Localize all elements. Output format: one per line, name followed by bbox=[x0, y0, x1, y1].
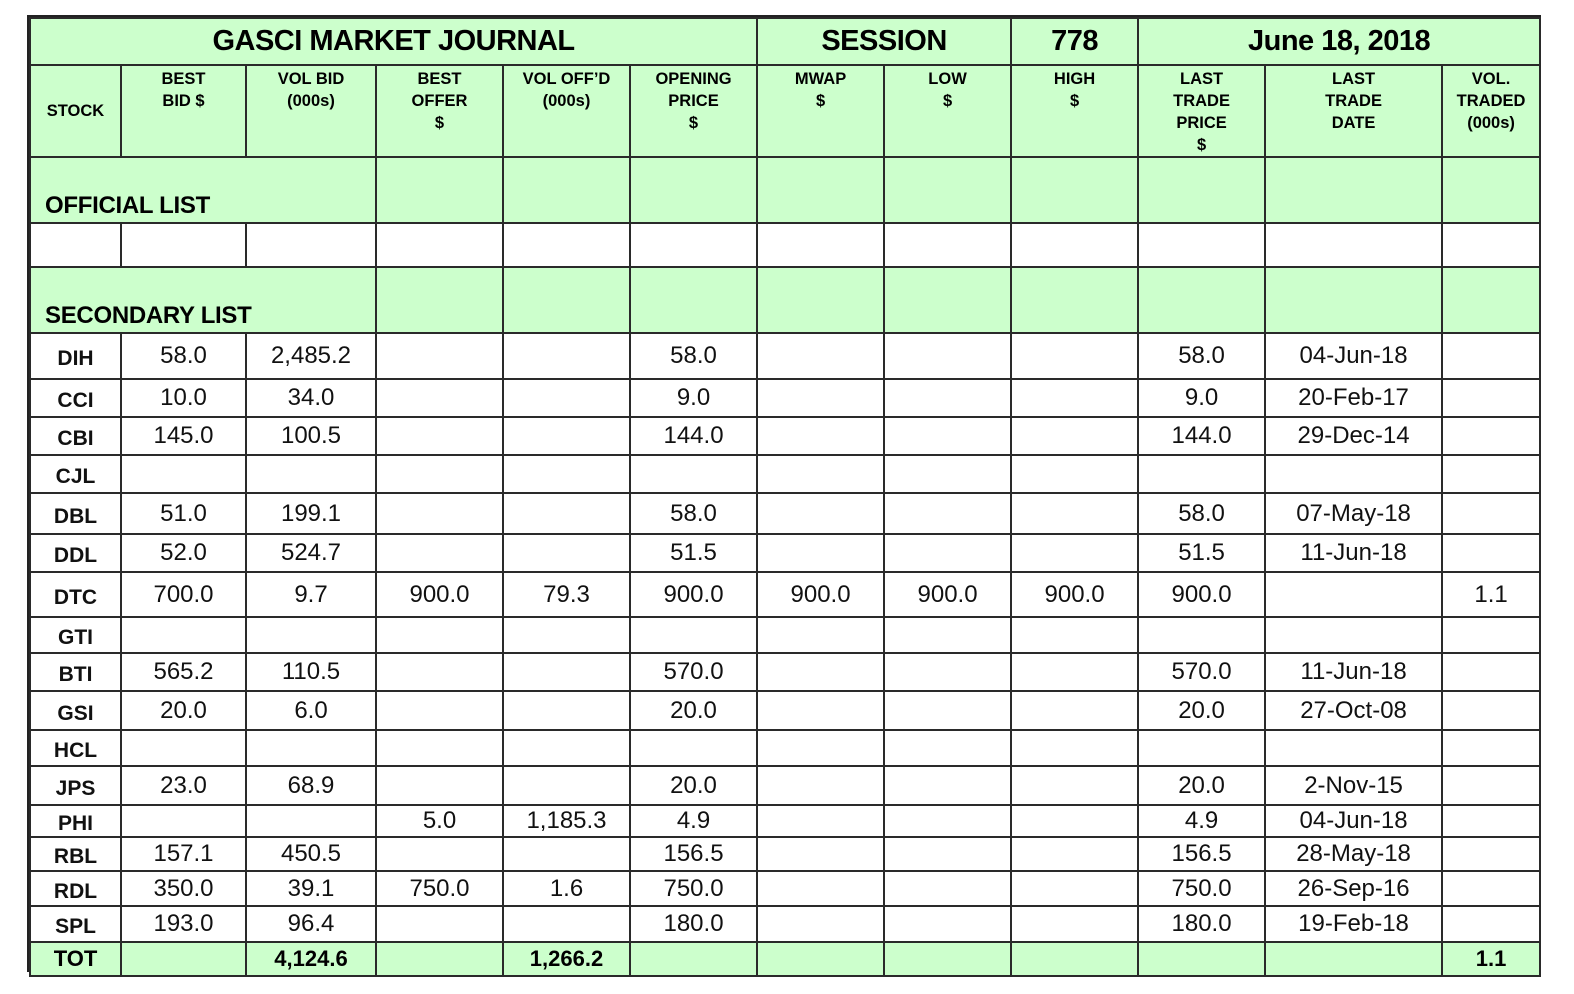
cell-vol-traded bbox=[1442, 871, 1540, 906]
cell-vol-offd bbox=[503, 730, 630, 766]
stock-ticker: CCI bbox=[30, 379, 121, 417]
cell-high bbox=[1011, 333, 1138, 379]
cell-vol-offd: 1.6 bbox=[503, 871, 630, 906]
title-row bbox=[30, 18, 1540, 65]
cell-best-offer bbox=[376, 455, 503, 493]
total-row bbox=[30, 942, 1540, 976]
empty-cell bbox=[1138, 942, 1265, 976]
cell-best-bid: 52.0 bbox=[121, 534, 246, 572]
empty-cell bbox=[630, 942, 757, 976]
cell-last-date bbox=[1265, 730, 1442, 766]
empty-cell bbox=[630, 223, 757, 267]
cell-high bbox=[1011, 617, 1138, 653]
cell-best-offer bbox=[376, 617, 503, 653]
cell-low bbox=[884, 730, 1011, 766]
cell-vol-offd bbox=[503, 333, 630, 379]
cell-opening: 570.0 bbox=[630, 653, 757, 691]
official-list-empty-row bbox=[30, 223, 1540, 267]
cell-vol-offd bbox=[503, 766, 630, 805]
table-row bbox=[30, 805, 1540, 837]
cell-vol-bid: 39.1 bbox=[246, 871, 376, 906]
empty-cell bbox=[376, 223, 503, 267]
cell-mwap bbox=[757, 455, 884, 493]
cell-last-price: 58.0 bbox=[1138, 493, 1265, 534]
cell-vol-traded bbox=[1442, 493, 1540, 534]
cell-vol-bid: 6.0 bbox=[246, 691, 376, 730]
market-journal-table bbox=[29, 17, 1541, 977]
cell-vol-bid bbox=[246, 805, 376, 837]
table-row bbox=[30, 493, 1540, 534]
cell-opening bbox=[630, 455, 757, 493]
cell-best-bid: 193.0 bbox=[121, 906, 246, 942]
cell-vol-traded bbox=[1442, 534, 1540, 572]
column-header-last-trade-date: LAST TRADE DATE bbox=[1265, 65, 1442, 157]
stock-ticker: BTI bbox=[30, 653, 121, 691]
cell-mwap bbox=[757, 805, 884, 837]
cell-best-offer bbox=[376, 417, 503, 455]
journal-date: June 18, 2018 bbox=[1138, 18, 1540, 65]
cell-vol-offd bbox=[503, 617, 630, 653]
cell-mwap bbox=[757, 534, 884, 572]
cell-mwap bbox=[757, 379, 884, 417]
journal-title: GASCI MARKET JOURNAL bbox=[30, 18, 757, 65]
cell-high bbox=[1011, 906, 1138, 942]
table-row bbox=[30, 691, 1540, 730]
cell-vol-bid: 96.4 bbox=[246, 906, 376, 942]
cell-best-bid bbox=[121, 455, 246, 493]
cell-mwap bbox=[757, 691, 884, 730]
cell-opening: 58.0 bbox=[630, 333, 757, 379]
cell-vol-offd: 1,185.3 bbox=[503, 805, 630, 837]
cell-vol-offd bbox=[503, 837, 630, 871]
cell-best-bid bbox=[121, 617, 246, 653]
cell-best-offer bbox=[376, 906, 503, 942]
empty-cell bbox=[1138, 223, 1265, 267]
empty-cell bbox=[1442, 223, 1540, 267]
cell-best-offer bbox=[376, 333, 503, 379]
cell-mwap bbox=[757, 653, 884, 691]
cell-best-bid: 565.2 bbox=[121, 653, 246, 691]
cell-last-price: 180.0 bbox=[1138, 906, 1265, 942]
cell-opening: 58.0 bbox=[630, 493, 757, 534]
cell-last-price bbox=[1138, 617, 1265, 653]
empty-cell bbox=[376, 157, 503, 223]
empty-cell bbox=[1265, 223, 1442, 267]
cell-last-price: 20.0 bbox=[1138, 766, 1265, 805]
cell-vol-traded bbox=[1442, 730, 1540, 766]
cell-last-price: 156.5 bbox=[1138, 837, 1265, 871]
cell-vol-traded: 1.1 bbox=[1442, 572, 1540, 617]
cell-low bbox=[884, 906, 1011, 942]
empty-cell bbox=[1138, 267, 1265, 333]
cell-mwap bbox=[757, 766, 884, 805]
total-vol-traded: 1.1 bbox=[1442, 942, 1540, 976]
cell-last-date: 20-Feb-17 bbox=[1265, 379, 1442, 417]
cell-last-date: 29-Dec-14 bbox=[1265, 417, 1442, 455]
cell-mwap bbox=[757, 333, 884, 379]
empty-cell bbox=[1011, 157, 1138, 223]
cell-vol-traded bbox=[1442, 653, 1540, 691]
cell-high: 900.0 bbox=[1011, 572, 1138, 617]
column-header-last-trade-price: LAST TRADE PRICE $ bbox=[1138, 65, 1265, 157]
stock-ticker: CJL bbox=[30, 455, 121, 493]
table-row bbox=[30, 572, 1540, 617]
cell-best-bid: 145.0 bbox=[121, 417, 246, 455]
empty-cell bbox=[1265, 942, 1442, 976]
official-list-label: OFFICIAL LIST bbox=[30, 157, 376, 223]
cell-vol-traded bbox=[1442, 906, 1540, 942]
cell-last-price bbox=[1138, 730, 1265, 766]
empty-cell bbox=[630, 157, 757, 223]
cell-last-date: 11-Jun-18 bbox=[1265, 653, 1442, 691]
table-row bbox=[30, 379, 1540, 417]
stock-ticker: JPS bbox=[30, 766, 121, 805]
table-row bbox=[30, 534, 1540, 572]
stock-ticker: PHI bbox=[30, 805, 121, 837]
cell-mwap bbox=[757, 493, 884, 534]
column-header-vol-offd: VOL OFF’D (000s) bbox=[503, 65, 630, 157]
stock-ticker: RDL bbox=[30, 871, 121, 906]
cell-best-bid bbox=[121, 730, 246, 766]
cell-opening: 20.0 bbox=[630, 691, 757, 730]
cell-vol-bid: 34.0 bbox=[246, 379, 376, 417]
column-header-opening-price: OPENING PRICE $ bbox=[630, 65, 757, 157]
cell-last-date: 26-Sep-16 bbox=[1265, 871, 1442, 906]
empty-cell bbox=[1011, 267, 1138, 333]
cell-vol-offd bbox=[503, 691, 630, 730]
empty-cell bbox=[503, 157, 630, 223]
empty-cell bbox=[757, 267, 884, 333]
table-row bbox=[30, 417, 1540, 455]
cell-high bbox=[1011, 534, 1138, 572]
cell-last-price: 570.0 bbox=[1138, 653, 1265, 691]
cell-vol-traded bbox=[1442, 617, 1540, 653]
cell-mwap bbox=[757, 906, 884, 942]
empty-cell bbox=[757, 157, 884, 223]
stock-ticker: DBL bbox=[30, 493, 121, 534]
cell-best-bid: 58.0 bbox=[121, 333, 246, 379]
empty-cell bbox=[884, 223, 1011, 267]
cell-vol-bid: 199.1 bbox=[246, 493, 376, 534]
total-vol-offd: 1,266.2 bbox=[503, 942, 630, 976]
empty-cell bbox=[1265, 157, 1442, 223]
cell-high bbox=[1011, 805, 1138, 837]
cell-vol-bid: 524.7 bbox=[246, 534, 376, 572]
empty-cell bbox=[121, 942, 246, 976]
cell-best-offer bbox=[376, 837, 503, 871]
cell-best-bid: 20.0 bbox=[121, 691, 246, 730]
cell-vol-bid: 68.9 bbox=[246, 766, 376, 805]
cell-high bbox=[1011, 766, 1138, 805]
empty-cell bbox=[1138, 157, 1265, 223]
cell-high bbox=[1011, 730, 1138, 766]
stock-ticker: GSI bbox=[30, 691, 121, 730]
stock-ticker: HCL bbox=[30, 730, 121, 766]
empty-cell bbox=[121, 223, 246, 267]
column-header-row bbox=[30, 65, 1540, 157]
table-row bbox=[30, 455, 1540, 493]
cell-vol-traded bbox=[1442, 837, 1540, 871]
cell-low bbox=[884, 691, 1011, 730]
cell-vol-offd bbox=[503, 653, 630, 691]
total-label: TOT bbox=[30, 942, 121, 976]
column-header-stock: STOCK bbox=[30, 65, 121, 157]
stock-ticker: SPL bbox=[30, 906, 121, 942]
market-journal-table-frame bbox=[27, 15, 1541, 972]
cell-vol-bid: 2,485.2 bbox=[246, 333, 376, 379]
cell-vol-traded bbox=[1442, 805, 1540, 837]
cell-low bbox=[884, 493, 1011, 534]
cell-best-bid: 23.0 bbox=[121, 766, 246, 805]
empty-cell bbox=[1442, 267, 1540, 333]
cell-low bbox=[884, 653, 1011, 691]
empty-cell bbox=[884, 157, 1011, 223]
cell-last-date: 04-Jun-18 bbox=[1265, 805, 1442, 837]
cell-opening: 750.0 bbox=[630, 871, 757, 906]
empty-cell bbox=[1265, 267, 1442, 333]
cell-best-offer bbox=[376, 766, 503, 805]
cell-mwap bbox=[757, 730, 884, 766]
stock-ticker: GTI bbox=[30, 617, 121, 653]
cell-best-bid: 157.1 bbox=[121, 837, 246, 871]
cell-best-offer: 900.0 bbox=[376, 572, 503, 617]
cell-last-date: 27-Oct-08 bbox=[1265, 691, 1442, 730]
cell-vol-bid: 9.7 bbox=[246, 572, 376, 617]
empty-cell bbox=[884, 942, 1011, 976]
empty-cell bbox=[1011, 942, 1138, 976]
column-header-best-offer: BEST OFFER $ bbox=[376, 65, 503, 157]
cell-opening: 4.9 bbox=[630, 805, 757, 837]
secondary-list-row bbox=[30, 267, 1540, 333]
column-header-mwap: MWAP $ bbox=[757, 65, 884, 157]
cell-vol-bid bbox=[246, 730, 376, 766]
cell-vol-bid: 110.5 bbox=[246, 653, 376, 691]
cell-best-offer bbox=[376, 691, 503, 730]
cell-mwap bbox=[757, 837, 884, 871]
cell-low bbox=[884, 805, 1011, 837]
cell-low bbox=[884, 766, 1011, 805]
empty-cell bbox=[376, 267, 503, 333]
session-label: SESSION bbox=[757, 18, 1011, 65]
cell-vol-traded bbox=[1442, 766, 1540, 805]
empty-cell bbox=[884, 267, 1011, 333]
cell-low: 900.0 bbox=[884, 572, 1011, 617]
cell-best-offer bbox=[376, 730, 503, 766]
cell-last-price bbox=[1138, 455, 1265, 493]
cell-opening bbox=[630, 617, 757, 653]
cell-last-date bbox=[1265, 572, 1442, 617]
empty-cell bbox=[376, 942, 503, 976]
cell-last-price: 58.0 bbox=[1138, 333, 1265, 379]
cell-high bbox=[1011, 871, 1138, 906]
cell-vol-bid: 450.5 bbox=[246, 837, 376, 871]
empty-cell bbox=[246, 223, 376, 267]
cell-high bbox=[1011, 493, 1138, 534]
table-row bbox=[30, 871, 1540, 906]
empty-cell bbox=[503, 223, 630, 267]
cell-last-price: 900.0 bbox=[1138, 572, 1265, 617]
cell-opening: 156.5 bbox=[630, 837, 757, 871]
cell-vol-offd bbox=[503, 417, 630, 455]
cell-low bbox=[884, 534, 1011, 572]
cell-vol-bid: 100.5 bbox=[246, 417, 376, 455]
cell-low bbox=[884, 379, 1011, 417]
cell-vol-bid bbox=[246, 617, 376, 653]
cell-last-price: 20.0 bbox=[1138, 691, 1265, 730]
session-number: 778 bbox=[1011, 18, 1138, 65]
cell-vol-offd bbox=[503, 534, 630, 572]
cell-mwap bbox=[757, 617, 884, 653]
cell-last-price: 9.0 bbox=[1138, 379, 1265, 417]
cell-last-price: 4.9 bbox=[1138, 805, 1265, 837]
cell-last-price: 750.0 bbox=[1138, 871, 1265, 906]
cell-vol-offd bbox=[503, 493, 630, 534]
cell-last-price: 144.0 bbox=[1138, 417, 1265, 455]
cell-last-date: 11-Jun-18 bbox=[1265, 534, 1442, 572]
stock-ticker: DTC bbox=[30, 572, 121, 617]
cell-opening: 180.0 bbox=[630, 906, 757, 942]
cell-vol-offd: 79.3 bbox=[503, 572, 630, 617]
official-list-row bbox=[30, 157, 1540, 223]
empty-cell bbox=[503, 267, 630, 333]
table-row bbox=[30, 766, 1540, 805]
cell-last-date: 04-Jun-18 bbox=[1265, 333, 1442, 379]
stock-ticker: DIH bbox=[30, 333, 121, 379]
cell-last-date: 28-May-18 bbox=[1265, 837, 1442, 871]
cell-low bbox=[884, 455, 1011, 493]
cell-low bbox=[884, 837, 1011, 871]
cell-best-offer bbox=[376, 493, 503, 534]
empty-cell bbox=[630, 267, 757, 333]
cell-best-offer bbox=[376, 379, 503, 417]
cell-last-price: 51.5 bbox=[1138, 534, 1265, 572]
stock-ticker: RBL bbox=[30, 837, 121, 871]
table-row bbox=[30, 837, 1540, 871]
cell-high bbox=[1011, 417, 1138, 455]
cell-best-bid: 51.0 bbox=[121, 493, 246, 534]
total-vol-bid: 4,124.6 bbox=[246, 942, 376, 976]
empty-cell bbox=[757, 942, 884, 976]
cell-best-bid: 10.0 bbox=[121, 379, 246, 417]
cell-high bbox=[1011, 691, 1138, 730]
cell-high bbox=[1011, 455, 1138, 493]
cell-last-date: 07-May-18 bbox=[1265, 493, 1442, 534]
cell-low bbox=[884, 417, 1011, 455]
cell-best-offer bbox=[376, 653, 503, 691]
cell-low bbox=[884, 617, 1011, 653]
stock-ticker: DDL bbox=[30, 534, 121, 572]
cell-low bbox=[884, 871, 1011, 906]
table-row bbox=[30, 617, 1540, 653]
cell-last-date: 2-Nov-15 bbox=[1265, 766, 1442, 805]
cell-best-offer: 750.0 bbox=[376, 871, 503, 906]
cell-high bbox=[1011, 653, 1138, 691]
cell-mwap: 900.0 bbox=[757, 572, 884, 617]
column-header-high: HIGH $ bbox=[1011, 65, 1138, 157]
cell-vol-offd bbox=[503, 906, 630, 942]
cell-vol-traded bbox=[1442, 417, 1540, 455]
cell-last-date bbox=[1265, 617, 1442, 653]
cell-opening: 51.5 bbox=[630, 534, 757, 572]
column-header-vol-traded: VOL. TRADED (000s) bbox=[1442, 65, 1540, 157]
table-row bbox=[30, 333, 1540, 379]
table-row bbox=[30, 906, 1540, 942]
cell-opening: 9.0 bbox=[630, 379, 757, 417]
cell-low bbox=[884, 333, 1011, 379]
table-row bbox=[30, 730, 1540, 766]
cell-best-offer: 5.0 bbox=[376, 805, 503, 837]
table-row bbox=[30, 653, 1540, 691]
cell-best-bid: 350.0 bbox=[121, 871, 246, 906]
column-header-vol-bid: VOL BID (000s) bbox=[246, 65, 376, 157]
cell-high bbox=[1011, 379, 1138, 417]
secondary-list-label: SECONDARY LIST bbox=[30, 267, 376, 333]
cell-opening: 900.0 bbox=[630, 572, 757, 617]
empty-cell bbox=[757, 223, 884, 267]
cell-best-offer bbox=[376, 534, 503, 572]
cell-vol-traded bbox=[1442, 379, 1540, 417]
column-header-low: LOW $ bbox=[884, 65, 1011, 157]
column-header-best-bid: BEST BID $ bbox=[121, 65, 246, 157]
cell-last-date bbox=[1265, 455, 1442, 493]
cell-vol-traded bbox=[1442, 691, 1540, 730]
empty-cell bbox=[30, 223, 121, 267]
cell-vol-traded bbox=[1442, 455, 1540, 493]
cell-opening: 20.0 bbox=[630, 766, 757, 805]
cell-vol-offd bbox=[503, 455, 630, 493]
stock-ticker: CBI bbox=[30, 417, 121, 455]
cell-vol-offd bbox=[503, 379, 630, 417]
cell-opening bbox=[630, 730, 757, 766]
cell-best-bid bbox=[121, 805, 246, 837]
cell-mwap bbox=[757, 417, 884, 455]
cell-mwap bbox=[757, 871, 884, 906]
empty-cell bbox=[1011, 223, 1138, 267]
empty-cell bbox=[1442, 157, 1540, 223]
cell-best-bid: 700.0 bbox=[121, 572, 246, 617]
cell-vol-traded bbox=[1442, 333, 1540, 379]
cell-last-date: 19-Feb-18 bbox=[1265, 906, 1442, 942]
cell-high bbox=[1011, 837, 1138, 871]
cell-opening: 144.0 bbox=[630, 417, 757, 455]
cell-vol-bid bbox=[246, 455, 376, 493]
